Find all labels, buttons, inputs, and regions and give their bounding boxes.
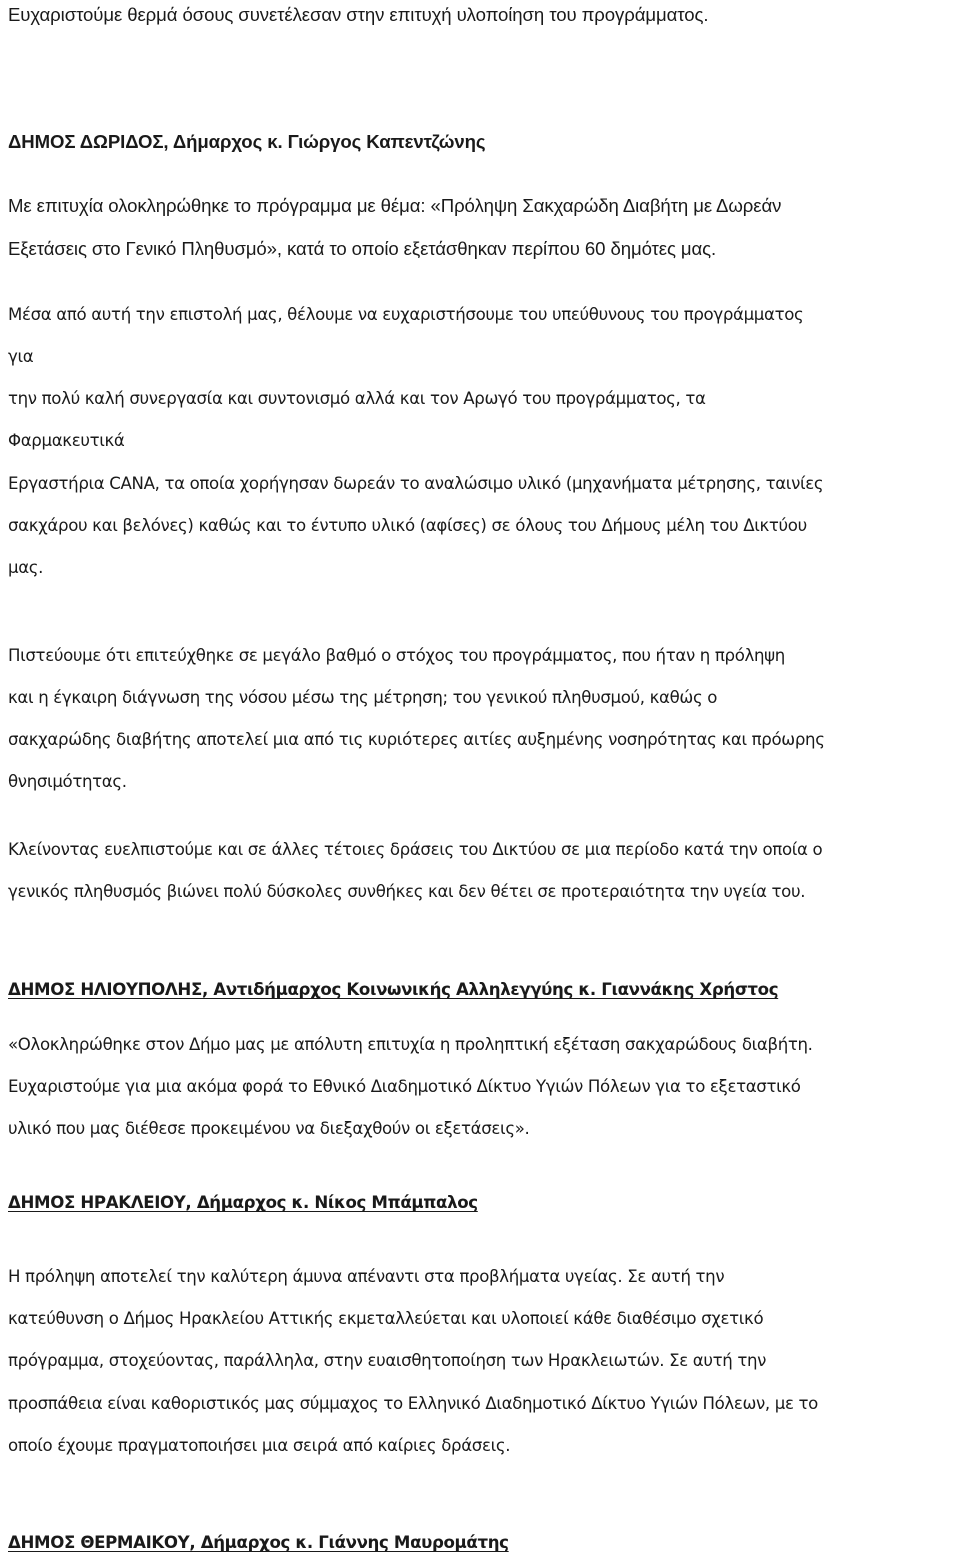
paragraph-line: πρόγραμμα, στοχεύοντας, παράλληλα, στην ευαισθητοποίηση των Ηρακλειωτών. Σε αυτή την [8, 1351, 767, 1370]
paragraph-line: Μέσα από αυτή την επιστολή μας, θέλουμε να ευχαριστήσουμε του υπεύθυνους του προγράμματος [8, 305, 804, 324]
paragraph-line: Με επιτυχία ολοκληρώθηκε το πρόγραμμα με θέμα: «Πρόληψη Σακχαρώδη Διαβήτη με Δωρεάν [8, 195, 782, 216]
paragraph-line: «Ολοκληρώθηκε στον Δήμο μας με απόλυτη επιτυχία η προληπτική εξέταση σακχαρώδους διαβήτη. [8, 1035, 813, 1054]
paragraph-line: και η έγκαιρη διάγνωση της νόσου μέσω της μέτρηση; του γενικού πληθυσμού, καθώς ο [8, 688, 718, 707]
paragraph-line: Η πρόληψη αποτελεί την καλύτερη άμυνα απέναντι στα προβλήματα υγείας. Σε αυτή την [8, 1267, 725, 1286]
paragraph-line: Κλείνοντας ευελπιστούμε και σε άλλες τέτοιες δράσεις του Δικτύου σε μια περίοδο κατά την οποία ο [8, 840, 823, 859]
paragraph-line: προσπάθεια είναι καθοριστικός μας σύμμαχος το Ελληνικό Διαδημοτικό Δίκτυο Υγιών Πόλεων, με το [8, 1394, 818, 1413]
paragraph-line: Φαρμακευτικά [8, 431, 125, 450]
paragraph-line: Ευχαριστούμε για μια ακόμα φορά το Εθνικό Διαδημοτικό Δίκτυο Υγιών Πόλεων για το εξεταστικό [8, 1077, 801, 1096]
paragraph-line: οποίο έχουμε πραγματοποιήσει μια σειρά από καίριες δράσεις. [8, 1436, 511, 1455]
paragraph-line: Πιστεύουμε ότι επιτεύχθηκε σε μεγάλο βαθμό ο στόχος του προγράμματος, που ήταν η πρόληψη [8, 646, 785, 665]
paragraph-line: Εξετάσεις στο Γενικό Πληθυσμό», κατά το οποίο εξετάσθηκαν περίπου 60 δημότες μας. [8, 238, 717, 259]
paragraph-line: Εργαστήρια CANA, τα οποία χορήγησαν δωρεάν το αναλώσιμο υλικό (μηχανήματα μέτρησης, ταινίες [8, 474, 824, 493]
paragraph-line: για [8, 347, 34, 366]
thermaikos-heading: ΔΗΜΟΣ ΘΕΡΜΑΙΚΟΥ, Δήμαρχος κ. Γιάννης Μαυρομάτης [8, 1533, 509, 1552]
ilioupoli-heading: ΔΗΜΟΣ ΗΛΙΟΥΠΟΛΗΣ, Αντιδήμαρχος Κοινωνικής Αλληλεγγύης κ. Γιαννάκης Χρήστος [8, 980, 779, 999]
dorida-heading: ΔΗΜΟΣ ΔΩΡΙΔΟΣ, Δήμαρχος κ. Γιώργος Καπεντζώνης [8, 131, 486, 152]
paragraph-line: σακχαρώδης διαβήτης αποτελεί μια από τις κυριότερες αιτίες αυξημένης νοσηρότητας και πρόωρης [8, 730, 825, 749]
paragraph-line: θνησιμότητας. [8, 772, 127, 791]
irakleio-heading: ΔΗΜΟΣ ΗΡΑΚΛΕΙΟΥ, Δήμαρχος κ. Νίκος Μπάμπαλος [8, 1193, 478, 1212]
paragraph-line: κατεύθυνση ο Δήμος Ηρακλείου Αττικής εκμεταλλεύεται και υλοποιεί κάθε διαθέσιμο σχετικό [8, 1309, 764, 1328]
paragraph-line: μας. [8, 558, 44, 577]
paragraph-line: υλικό που μας διέθεσε προκειμένου να διεξαχθούν οι εξετάσεις». [8, 1119, 530, 1138]
intro-text: Ευχαριστούμε θερμά όσους συνετέλεσαν στην επιτυχή υλοποίηση του προγράμματος. [8, 4, 709, 25]
paragraph-line: την πολύ καλή συνεργασία και συντονισμό αλλά και τον Αρωγό του προγράμματος, τα [8, 389, 706, 408]
paragraph-line: γενικός πληθυσμός βιώνει πολύ δύσκολες συνθήκες και δεν θέτει σε προτεραιότητα την υγεία του. [8, 882, 806, 901]
paragraph-line: σακχάρου και βελόνες) καθώς και το έντυπο υλικό (αφίσες) σε όλους του Δήμους μέλη του Δικτύου [8, 516, 807, 535]
